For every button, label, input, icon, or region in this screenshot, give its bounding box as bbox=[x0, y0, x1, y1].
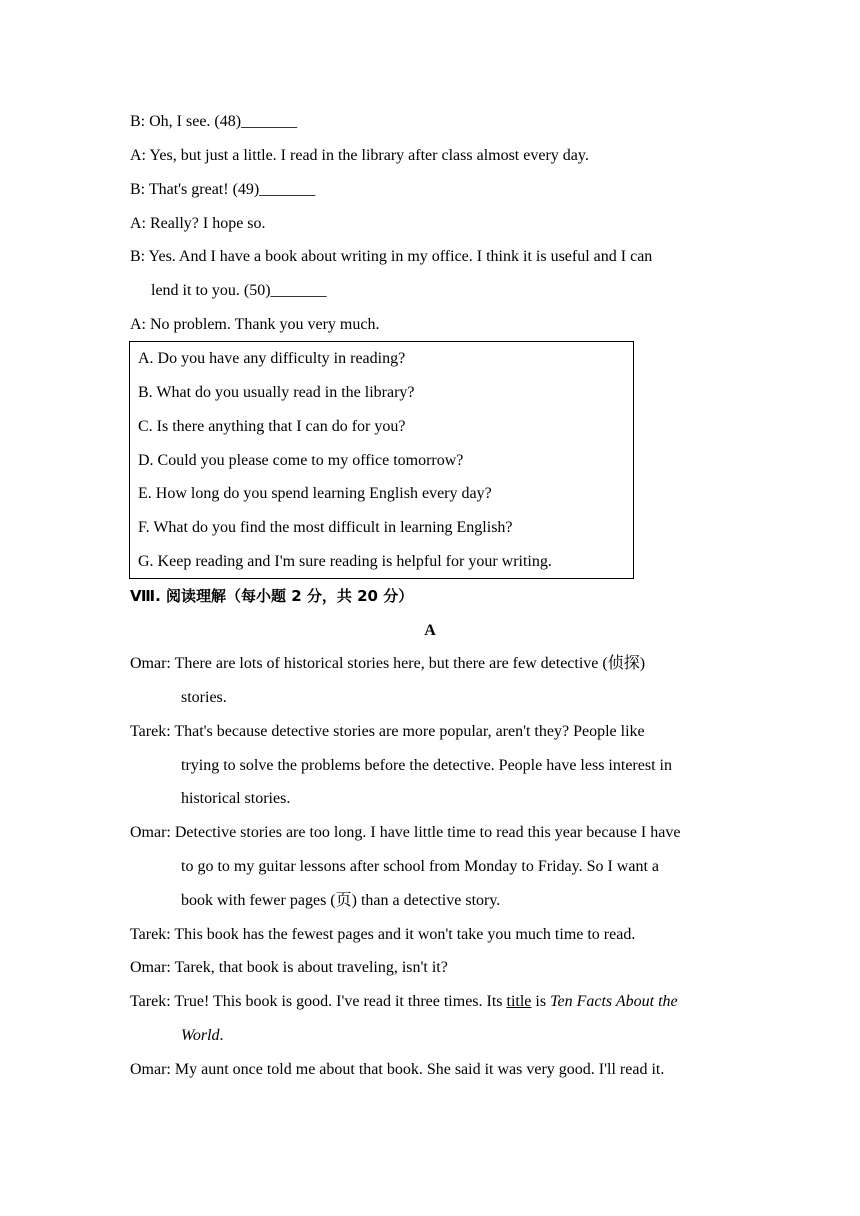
tarek-line-1: Tarek: That's because detective stories are more popular, aren't they? People like bbox=[130, 723, 645, 740]
dialogue-line-a-little: A: Yes, but just a little. I read in the library after class almost every day. bbox=[130, 147, 589, 164]
tarek-line-1-cont2: historical stories. bbox=[181, 790, 291, 807]
book-title-period: . bbox=[219, 1027, 224, 1044]
omar-line-2-cont2: book with fewer pages (页) than a detective story. bbox=[181, 892, 501, 909]
option-e: E. How long do you spend learning English every day? bbox=[138, 485, 492, 502]
book-title: Ten Facts About the bbox=[550, 993, 678, 1010]
dialogue-line-b-book-cont: lend it to you. (50)_______ bbox=[151, 282, 327, 299]
omar-line-1-cont: stories. bbox=[181, 689, 227, 706]
section-heading: Ⅷ. 阅读理解（每小题 2 分，共 20 分） bbox=[130, 587, 414, 605]
tarek-line-1-cont: trying to solve the problems before the detective. People have less interest in bbox=[181, 757, 672, 774]
omar-line-2-cont: to go to my guitar lessons after school from Monday to Friday. So I want a bbox=[181, 858, 659, 875]
option-d: D. Could you please come to my office tomorrow? bbox=[138, 452, 464, 469]
tarek-line-3-is: is bbox=[531, 993, 551, 1010]
underlined-word-title: title bbox=[506, 993, 532, 1010]
options-box bbox=[129, 341, 634, 579]
omar-line-3: Omar: Tarek, that book is about traveling, isn't it? bbox=[130, 959, 448, 976]
dialogue-line-a-thanks: A: No problem. Thank you very much. bbox=[130, 316, 380, 333]
option-a: A. Do you have any difficulty in reading? bbox=[138, 350, 406, 367]
option-f: F. What do you find the most difficult in learning English? bbox=[138, 519, 513, 536]
book-title-cont: World bbox=[181, 1027, 220, 1044]
option-c: C. Is there anything that I can do for you? bbox=[138, 418, 406, 435]
part-label: A bbox=[424, 622, 436, 639]
omar-line-1: Omar: There are lots of historical stories here, but there are few detective (侦探) bbox=[130, 655, 646, 672]
tarek-line-3 bbox=[130, 992, 678, 1012]
dialogue-line-a-hope: A: Really? I hope so. bbox=[130, 215, 266, 232]
omar-line-4: Omar: My aunt once told me about that book. She said it was very good. I'll read it. bbox=[130, 1061, 665, 1078]
option-g: G. Keep reading and I'm sure reading is helpful for your writing. bbox=[138, 553, 552, 570]
omar-line-2: Omar: Detective stories are too long. I have little time to read this year because I have bbox=[130, 824, 681, 841]
tarek-line-3-text: Tarek: True! This book is good. I've read it three times. Its bbox=[130, 993, 507, 1010]
dialogue-line-b49: B: That's great! (49)_______ bbox=[130, 181, 316, 198]
tarek-line-3-cont bbox=[181, 1026, 224, 1046]
dialogue-line-b-book: B: Yes. And I have a book about writing in my office. I think it is useful and I can bbox=[130, 248, 653, 265]
dialogue-line-b48: B: Oh, I see. (48)_______ bbox=[130, 113, 298, 130]
option-b: B. What do you usually read in the library? bbox=[138, 384, 415, 401]
tarek-line-2: Tarek: This book has the fewest pages and it won't take you much time to read. bbox=[130, 926, 636, 943]
